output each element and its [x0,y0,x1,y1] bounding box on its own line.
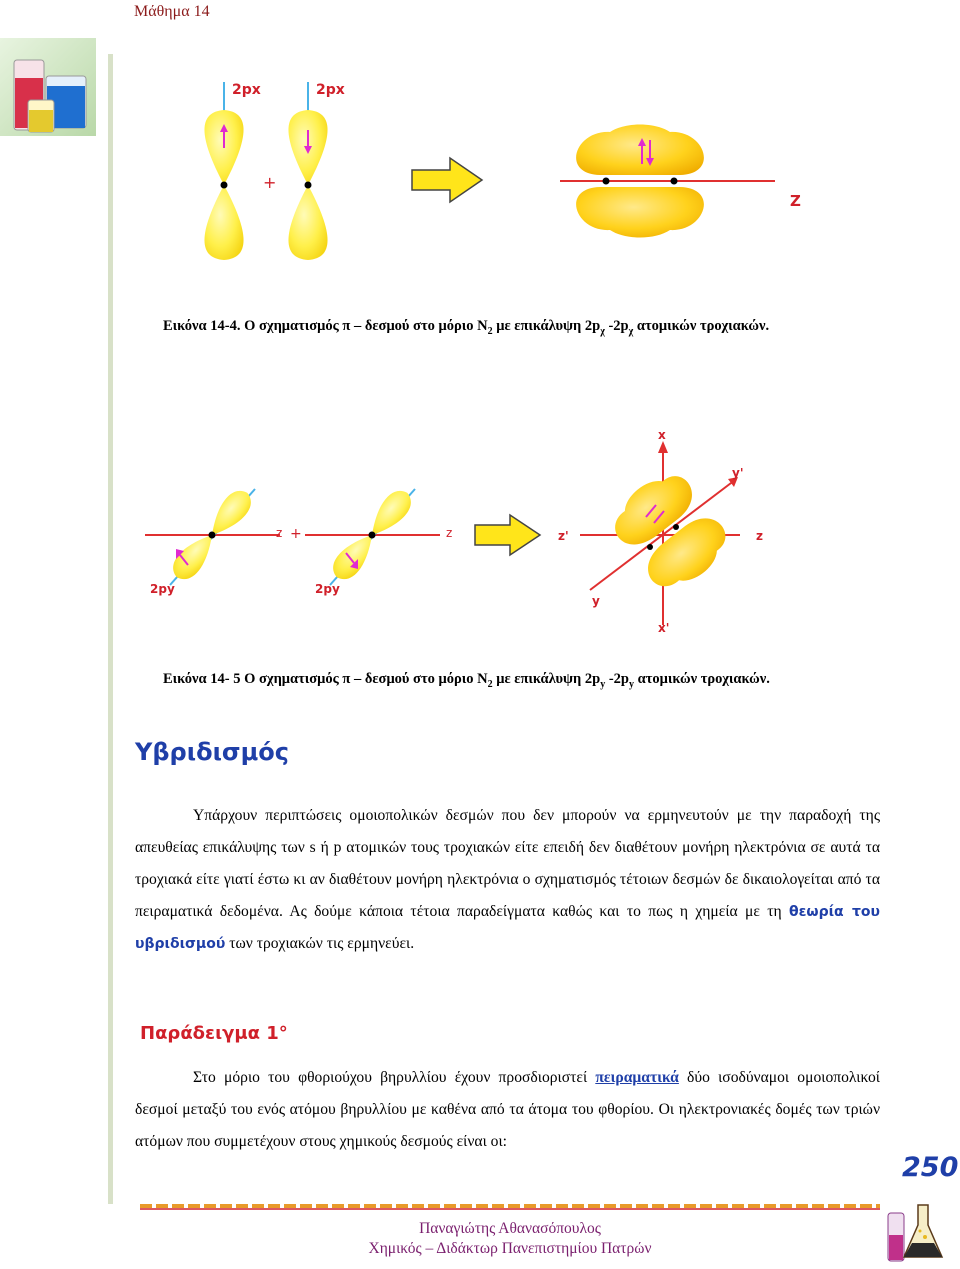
label-z-prime: z' [558,529,569,543]
arrow-icon-2 [475,515,540,555]
label-2py-right: 2py [315,582,340,596]
example-title: Παράδειγμα 1° [140,1023,288,1044]
lesson-header: Μάθημα 14 [134,3,210,20]
highlight-term: θεωρία του υβριδισμού [135,904,880,952]
label-2py-left: 2py [150,582,175,596]
left-margin-bar [108,54,113,1204]
beakers-illustration [0,38,110,138]
label-x: x [658,428,666,442]
label-y: y [592,594,600,608]
section-title: Υβριδισμός [135,738,289,766]
arrow-icon [412,158,482,202]
label-2px-left: 2px [232,82,261,98]
label-z2: z [446,526,453,540]
orbital-right-tilted [305,485,440,586]
orbital-right [288,82,327,260]
figure-pi-bond-2px [180,70,820,270]
orbital-left [204,82,243,260]
label-z3: z [756,529,763,543]
label-y-prime: y' [732,466,744,480]
footer-author: Παναγιώτης Αθανασόπουλος [419,1220,601,1237]
label-2px-right: 2px [316,82,345,98]
example-paragraph: Στο μόριο του φθοριούχου βηρυλλίου έχουν προσδιοριστεί πειραματικά δύο ισοδύναμοι ομοιοπολικοί δεσμοί μεταξύ του ενός ατόμου βηρυλλίου με καθένα από τα άτομα του φθορίου. Οι ηλεκτρονιακές δομές των τριών ατόμων που συμμετέχουν στους χημικούς δεσμούς είναι οι: [135,1069,880,1150]
footer-divider [140,1200,880,1212]
label-plus2: + [290,526,302,542]
figure2-caption: Εικόνα 14- 5 Ο σχηματισμός π – δεσμού στο μόριο $N_2$ με επικάλυψη $2p_y$ $-2p_y$ ατομικών τροχιακών. [163,671,770,690]
page-number: 250 [902,1152,959,1183]
footer-affiliation: Χημικός – Διδάκτωρ Πανεπιστημίου Πατρών [368,1240,652,1257]
figure-pi-bond-2py [140,425,800,640]
label-z1: z [276,526,283,540]
label-plus: + [263,173,277,192]
label-axis-z: Z [790,192,801,210]
pi-molecular-orbital-tilted [580,441,740,625]
pi-molecular-orbital [560,125,775,238]
orbital-left-tilted [145,485,283,586]
figure1-caption: Εικόνα 14-4. Ο σχηματισμός π – δεσμού στο μόριο $N_2$ με επικάλυψη $2p_\chi$ $-2p_\chi$ ατομικών τροχιακών. [163,318,770,337]
label-x-prime: x' [658,621,670,635]
section-paragraph: Υπάρχουν περιπτώσεις ομοιοπολικών δεσμών που δεν μπορούν να ερμηνευτούν με την παραδοχή της απευθείας επικάλυψης των s ή p ατομικών τους τροχιακών είτε επειδή δεν διαθέτουν μονήρη ηλεκτρόνια σε αυτά τα τροχιακά είτε γιατί έστω κι αν διαθέτουν μονήρη ηλεκτρόνια ο σχηματισμός τέτοιων δεσμών δε δικαιολογείται από τα πειραματικά δεδομένα. Ας δούμε κάποια τέτοια παραδείγματα καθώς και το πως η χημεία με τη θεωρία του υβριδισμού των τροχιακών τις ερμηνεύει. [135,807,880,952]
flask-illustration [880,1195,950,1267]
link-experimental[interactable]: πειραματικά [595,1069,679,1086]
